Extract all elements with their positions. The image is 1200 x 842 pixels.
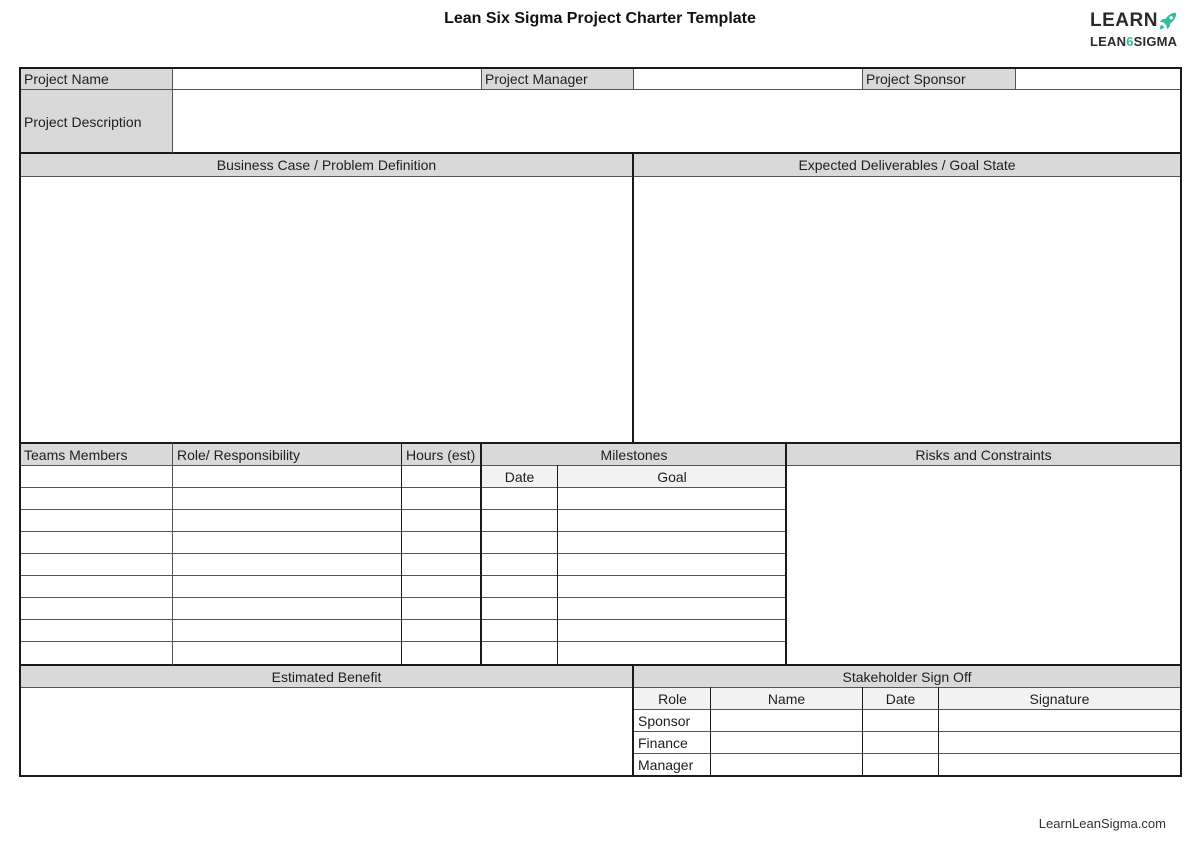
logo-six-text: 6 — [1126, 34, 1134, 49]
milestone-goal-header: Goal — [558, 466, 786, 487]
signoff-signature-header: Signature — [939, 688, 1180, 709]
milestone-date-header: Date — [482, 466, 557, 487]
role-responsibility-header: Role/ Responsibility — [173, 444, 401, 465]
footer-website: LearnLeanSigma.com — [1038, 816, 1166, 831]
project-manager-label: Project Manager — [481, 68, 633, 89]
project-sponsor-label: Project Sponsor — [862, 68, 1015, 89]
signoff-date-header: Date — [863, 688, 938, 709]
signoff-role-finance: Finance — [638, 734, 688, 751]
logo-sigma-text: SIGMA — [1133, 34, 1178, 49]
estimated-benefit-header: Estimated Benefit — [20, 666, 633, 687]
deliverables-header: Expected Deliverables / Goal State — [634, 154, 1180, 176]
hours-est-header: Hours (est) — [402, 444, 481, 465]
signoff-role-manager: Manager — [638, 756, 694, 773]
milestones-header: Milestones — [482, 444, 786, 465]
signoff-role-sponsor: Sponsor — [638, 712, 691, 729]
project-description-label: Project Description — [20, 90, 172, 153]
signoff-name-header: Name — [711, 688, 862, 709]
stakeholder-signoff-header: Stakeholder Sign Off — [634, 666, 1180, 687]
project-name-label: Project Name — [20, 68, 172, 89]
signoff-role-header: Role — [635, 688, 710, 709]
risks-header: Risks and Constraints — [787, 444, 1180, 465]
business-case-header: Business Case / Problem Definition — [20, 154, 633, 176]
document-title: Lean Six Sigma Project Charter Template — [444, 10, 756, 27]
team-members-header: Teams Members — [20, 444, 172, 465]
logo-learn-text: LEARN — [1090, 10, 1158, 31]
form-border — [19, 67, 1182, 777]
logo-lean-text: LEAN — [1090, 34, 1127, 49]
